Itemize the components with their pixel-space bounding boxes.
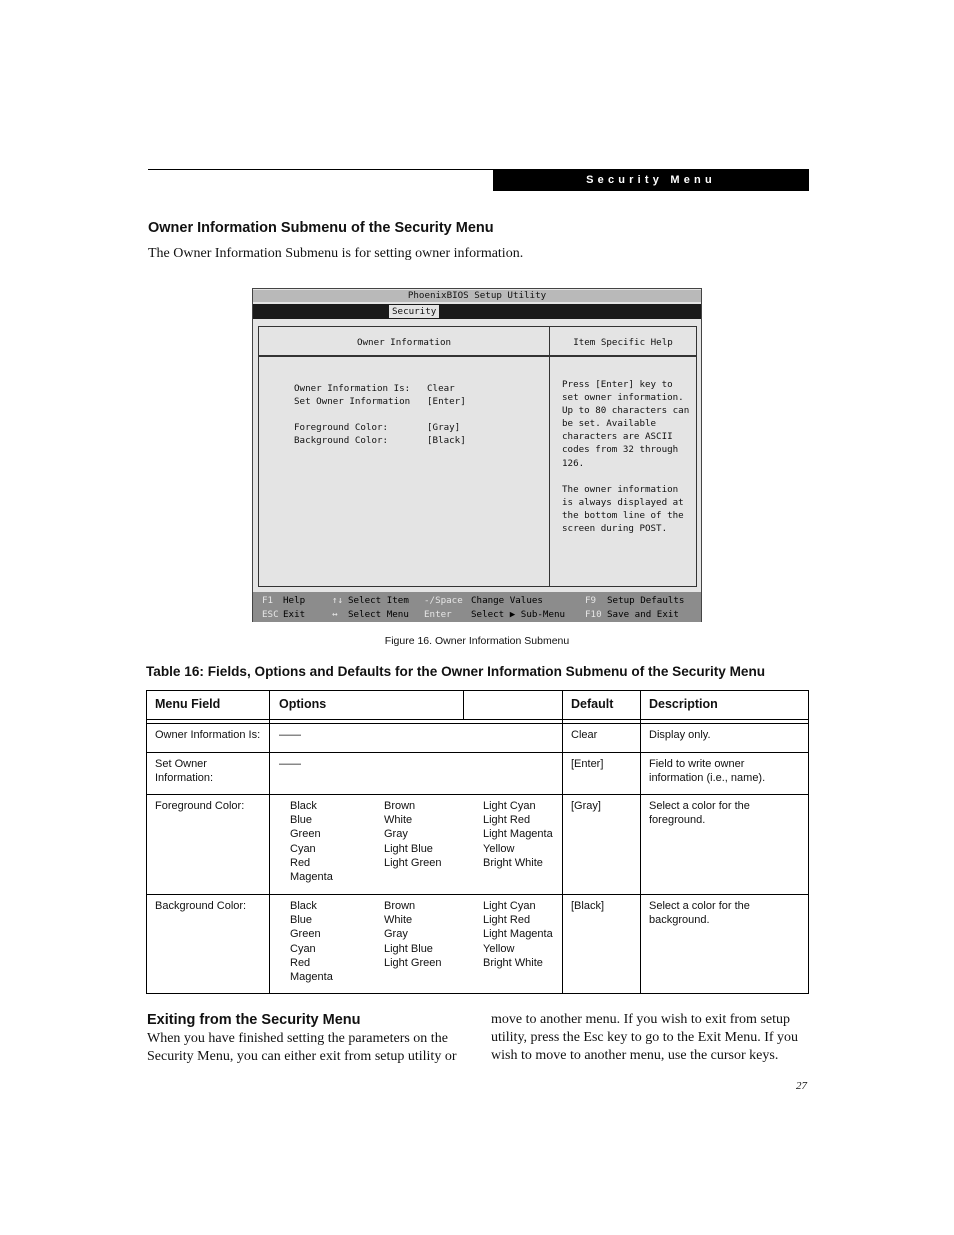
cell-options-col3: Light Cyan Light Red Light Magenta Yellow Bright White	[483, 900, 553, 969]
cell-options-col1: Black Blue Green Cyan Red Magenta	[290, 900, 333, 984]
col-header-default: Default	[571, 697, 614, 711]
bios-menubar	[253, 304, 701, 319]
section-heading: Exiting from the Security Menu	[147, 1012, 361, 1028]
help-line: be set. Available	[562, 418, 657, 430]
key-desc: Select Menu	[348, 609, 409, 620]
cell-field: Owner Information Is:	[155, 729, 261, 741]
arrow-leftright-icon: ↔	[332, 609, 338, 620]
cell-field: Background Color:	[155, 900, 247, 912]
key-desc: Select Item	[348, 595, 409, 606]
bios-field-value[interactable]: [Black]	[427, 435, 466, 446]
bios-panel-title: Owner Information	[356, 337, 452, 348]
cell-description: Field to write owner information (i.e., name).	[649, 758, 766, 785]
key-esc: ESC	[262, 609, 279, 620]
intro-paragraph: The Owner Information Submenu is for setting owner information.	[148, 246, 524, 261]
cell-description: Select a color for the foreground.	[649, 800, 750, 827]
bios-screen	[252, 288, 702, 622]
bios-frame	[258, 326, 697, 587]
help-line: Up to 80 characters can	[562, 405, 690, 417]
col-header-field: Menu Field	[155, 697, 221, 711]
help-line: The owner information	[562, 483, 679, 495]
key-desc: Help	[283, 595, 306, 606]
col-header-options: Options	[279, 697, 327, 711]
bios-field-value[interactable]: Clear	[427, 383, 455, 394]
bios-field-label: Set Owner Information	[294, 396, 411, 407]
cell-default: [Gray]	[571, 800, 601, 812]
key-desc: Exit	[283, 609, 306, 620]
help-line: set owner information.	[562, 392, 684, 404]
cell-options-col1: Black Blue Green Cyan Red Magenta	[290, 800, 333, 884]
key-minus-space: -/Space	[424, 595, 463, 606]
exit-paragraph-col2: move to another menu. If you wish to exit from setup utility, press the Esc key to go to the Exit Menu. If you wish to move to another menu, use the cursor keys.	[491, 1012, 799, 1063]
options-table	[146, 690, 809, 994]
key-desc: Select ▶ Sub-Menu	[471, 609, 566, 620]
header-rule	[148, 169, 493, 170]
key-desc: Setup Defaults	[607, 595, 685, 606]
cell-options-col2: Brown White Gray Light Blue Light Green	[384, 900, 442, 969]
key-f10: F10	[585, 609, 602, 620]
cell-options-col3: Light Cyan Light Red Light Magenta Yellow Bright White	[483, 800, 553, 869]
section-heading: Owner Information Submenu of the Security Menu	[148, 220, 494, 236]
arrow-updown-icon: ↑↓	[332, 595, 344, 606]
col-header-description: Description	[649, 697, 718, 711]
bios-footer	[253, 592, 701, 622]
bios-help-text	[562, 378, 689, 535]
bios-title: PhoenixBIOS Setup Utility	[253, 290, 701, 302]
help-line: codes from 32 through	[562, 444, 679, 456]
bios-header-line	[259, 355, 696, 357]
help-line: is always displayed at	[562, 496, 684, 508]
cell-description: Display only.	[649, 729, 711, 741]
figure-caption: Figure 16. Owner Information Submenu	[384, 635, 570, 647]
bios-divider	[549, 327, 550, 586]
exit-paragraph-col1: When you have finished setting the parameters on the Security Menu, you can either exit from setup utility or	[147, 1031, 457, 1064]
key-f1: F1	[262, 595, 274, 606]
key-f9: F9	[585, 595, 597, 606]
help-line: the bottom line of the	[562, 509, 684, 521]
key-desc: Change Values	[471, 595, 543, 606]
help-line: screen during POST.	[562, 523, 668, 535]
page-number: 27	[796, 1080, 807, 1092]
key-desc: Save and Exit	[607, 609, 679, 620]
help-line: Press [Enter] key to	[562, 379, 673, 390]
cell-field: Set Owner Information:	[155, 758, 214, 785]
bios-help-title: Item Specific Help	[573, 337, 673, 348]
table-title: Table 16: Fields, Options and Defaults for the Owner Information Submenu of the Security Menu	[146, 664, 766, 679]
cell-options: ——	[279, 729, 301, 741]
bios-tab-security[interactable]: Security	[389, 305, 439, 318]
bios-field-label: Background Color:	[294, 435, 389, 446]
help-line	[562, 470, 689, 483]
key-enter: Enter	[424, 609, 452, 620]
cell-default: [Black]	[571, 900, 605, 912]
bios-field-label: Foreground Color:	[294, 422, 389, 433]
bios-field-label: Owner Information Is:	[294, 383, 411, 394]
bios-field-value[interactable]: [Enter]	[427, 396, 466, 407]
help-line: 126.	[562, 457, 585, 469]
help-line: characters are ASCII	[562, 431, 673, 443]
section-tab: Security Menu	[493, 169, 809, 191]
cell-default: Clear	[571, 729, 598, 741]
cell-default: [Enter]	[571, 758, 604, 770]
cell-description: Select a color for the background.	[649, 900, 750, 927]
bios-field-value[interactable]: [Gray]	[427, 422, 461, 433]
cell-options: ——	[279, 758, 301, 770]
cell-field: Foreground Color:	[155, 800, 245, 812]
cell-options-col2: Brown White Gray Light Blue Light Green	[384, 800, 442, 869]
